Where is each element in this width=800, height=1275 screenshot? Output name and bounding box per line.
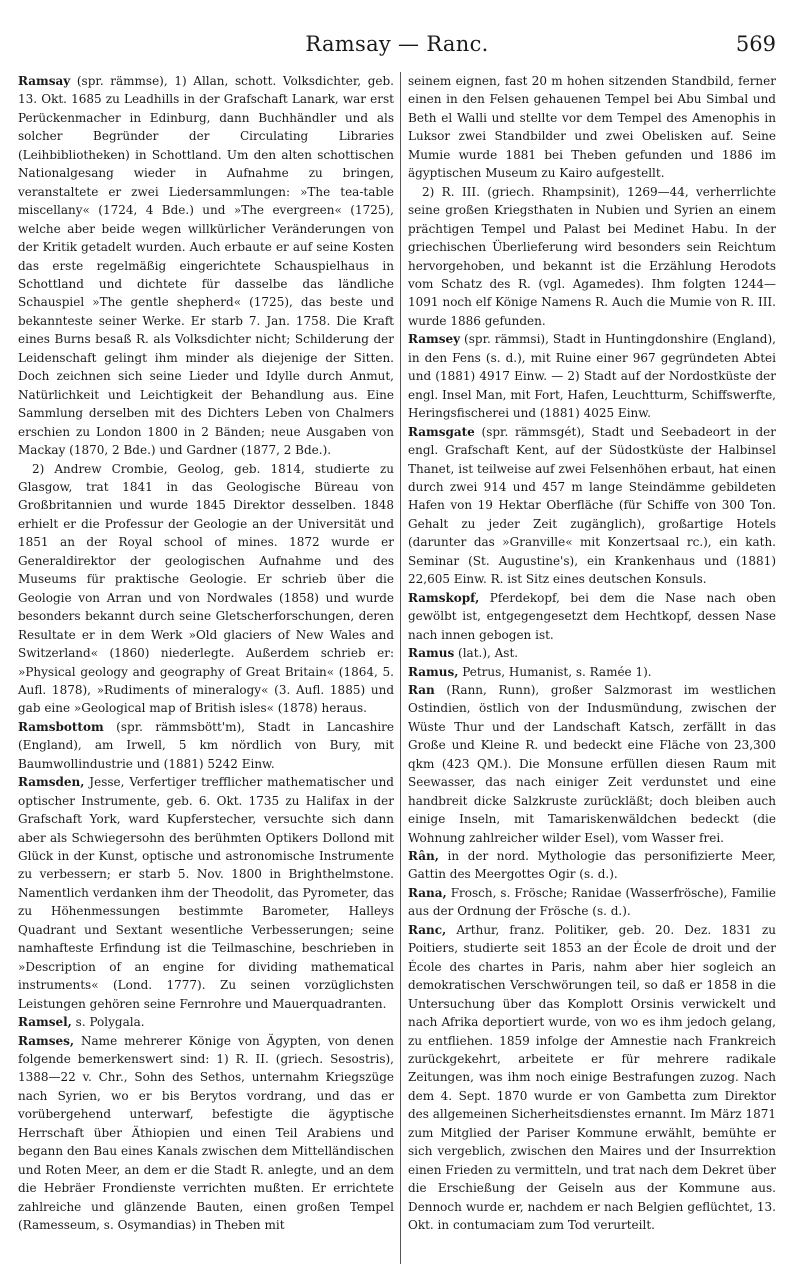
running-title: Ramsay — Ranc. bbox=[305, 32, 489, 56]
dictionary-entry bbox=[408, 330, 776, 422]
dictionary-entry bbox=[18, 773, 394, 1013]
dictionary-entry bbox=[408, 183, 776, 331]
entry-headword: Rân, bbox=[408, 849, 439, 864]
dictionary-entry bbox=[18, 460, 394, 718]
entry-headword: Ramus bbox=[408, 646, 455, 661]
dictionary-entry bbox=[408, 847, 776, 884]
entry-text: Petrus, Humanist, s. Ramée 1). bbox=[458, 664, 652, 679]
entry-headword: Ramsay bbox=[18, 74, 71, 88]
entry-text: (spr. rämmsgét), Stadt und Seebadeort in der engl. Grafschaft Kent, auf der Südostküste der Halbinsel Thanet, ist teilweise auf zwei Felsenhöhen erbaut, hat einen durch zwei 914 und 457 m lange Steindämme gebildeten Hafen von 19 Hektar Oberfläche (für Schiffe von 300 Ton. Gehalt zu jeder Zeit zugänglich), großartige Hotels (darunter das »Granville« mit Konzertsaal rc.), ein kath. Seminar (St. Augustine's), ein Krankenhaus und (1881) 22,605 Einw. R. ist Sitz eines deutschen Konsuls. bbox=[408, 424, 776, 587]
dictionary-entry bbox=[408, 921, 776, 1235]
dictionary-entry bbox=[18, 718, 394, 773]
entry-headword: Ramsgate bbox=[408, 424, 475, 439]
dictionary-entry bbox=[408, 72, 776, 183]
entry-headword: Rana, bbox=[408, 885, 447, 900]
page-header bbox=[18, 30, 776, 62]
dictionary-entry bbox=[18, 1013, 394, 1031]
dictionary-entry bbox=[408, 589, 776, 644]
entry-text: Pferdekopf, bei dem die Nase nach oben gewölbt ist, entgegengesetzt dem Hechtkopf, dessen Nase nach innen gebogen ist. bbox=[408, 590, 776, 642]
entry-text: seinem eignen, fast 20 m hohen sitzenden Standbild, ferner einen in den Felsen gehauenen Tempel bei Abu Simbal und Beth el Walli und stellte vor dem Tempel des Amenophis in Luksor zwei Standbilder und zwei Obelisken auf. Seine Mumie wurde 1881 bei Theben gefunden und 1886 im ägyptischen Museum zu Kairo aufgestellt. bbox=[408, 74, 776, 181]
entry-headword: Ramskopf, bbox=[408, 590, 480, 605]
entry-text: (spr. rämmsbött'm), Stadt in Lancashire (England), am Irwell, 5 km nördlich von Bury, mit Baumwollindustrie und (1881) 5242 Einw. bbox=[18, 719, 394, 771]
dictionary-entry bbox=[18, 72, 394, 460]
entry-headword: Ramses, bbox=[18, 1033, 75, 1048]
dictionary-entry bbox=[408, 884, 776, 921]
entry-text: (spr. rämmse), 1) Allan, schott. Volksdichter, geb. 13. Okt. 1685 zu Leadhills in der Grafschaft Lanark, war erst Perückenmacher in Edinburg, dann Buchhändler und als solcher Begründer der Circulating Libraries (Leihbibliotheken) in Schottland. Um den alten schottischen Nationalgesang wieder in Aufnahme zu bringen, veranstaltete er zwei Liedersammlungen: »The tea-table miscellany« (1724, 4 Bde.) und »The evergreen« (1725), welche aber beide wegen willkürlicher Veränderungen von der Kritik getadelt wurden. Auch erbaute er auf seine Kosten das erste regelmäßig eingerichtete Schauspielhaus in Schottland und dichtete für dasselbe das ländliche Schauspiel »The gentle shepherd« (1725), das beste und bekannteste seiner Werke. Er starb 7. Jan. 1758. Die Kraft eines Burns besaß R. als Volksdichter nicht; Schilderung der Leidenschaft gelingt ihm minder als diejenige der Sitten. Doch zeichnen sich seine Lieder und Idylle durch Anmut, Natürlichkeit und Leichtigkeit der Behandlung aus. Eine Sammlung derselben mit des Dichters Leben von Chalmers erschien zu London 1800 in 2 Bänden; neue Ausgaben von Mackay (1870, 2 Bde.) und Gardner (1877, 2 Bde.). bbox=[18, 74, 394, 458]
left-column bbox=[18, 72, 394, 1235]
entry-headword: Ramsbottom bbox=[18, 719, 104, 734]
entry-headword: Ramsel, bbox=[18, 1015, 72, 1030]
entry-headword: Ran bbox=[408, 682, 435, 697]
column-divider bbox=[400, 72, 401, 1264]
entry-headword: Ramsden, bbox=[18, 775, 85, 790]
entry-text: in der nord. Mythologie das personifizierte Meer, Gattin des Meergottes Ogir (s. d.). bbox=[408, 849, 776, 882]
right-column bbox=[408, 72, 776, 1235]
entry-text: s. Polygala. bbox=[71, 1015, 145, 1030]
entry-text: 2) Andrew Crombie, Geolog, geb. 1814, studierte zu Glasgow, trat 1841 in das Geologische Büreau von Großbritannien und wurde 1845 Direktor desselben. 1848 erhielt er die Professur der Geologie an der Universität und 1851 an der Royal school of mines. 1872 wurde er Generaldirektor der geologischen Aufnahme und des Museums für praktische Geologie. Er schrieb über die Geologie von Arran und von Nordwales (1858) und wurde besonders bekannt durch seine Gletscherforschungen, deren Resultate er in dem Werk »Old glaciers of New Wales and Switzerland« (1860) niederlegte. Außerdem schrieb er: »Physical geology and geography of Great Britain« (1864, 5. Aufl. 1878), »Rudiments of mineralogy« (3. Aufl. 1885) und gab eine »Geological map of British isles« (1878) heraus. bbox=[18, 461, 394, 716]
entry-text: Frosch, s. Frösche; Ranidae (Wasserfrösche), Familie aus der Ordnung der Frösche (s. d.). bbox=[408, 885, 776, 919]
entry-headword: Ramsey bbox=[408, 332, 461, 347]
entry-headword: Ramus, bbox=[408, 664, 459, 679]
dictionary-entry bbox=[408, 644, 776, 662]
entry-text: Name mehrerer Könige von Ägypten, von denen folgende bemerkenswert sind: 1) R. II. (griech. Sesostris), 1388—22 v. Chr., Sohn des Sethos, unternahm Kriegszüge nach Syrien, wo er bis Berytos vordrang, und das er vorübergehend unterwarf, befestigte die ägyptische Herrschaft über Äthiopien und einen Teil Arabiens und begann den Bau eines Kanals zwischen dem Mittelländischen und Roten Meer, an dem er die Stadt R. anlegte, und an dem die Hebräer Frondienste verrichten mußten. Er errichtete zahlreiche und glänzende Bauten, einen großen Tempel (Ramesseum, s. Osymandias) in Theben mit bbox=[18, 1033, 394, 1233]
entry-text: Arthur, franz. Politiker, geb. 20. Dez. 1831 zu Poitiers, studierte seit 1853 an der École de droit und der École des chartes in Paris, nahm aber hier sogleich an demokratischen Verschwörungen teil, so daß er 1858 in die Untersuchung über das Komplott Orsinis verwickelt und nach Afrika deportiert wurde, von wo es ihm jedoch gelang, zu entfliehen. 1859 infolge der Amnestie nach Frankreich zurückgekehrt, arbeitete er für mehrere radikale Zeitungen, was ihm noch einige Bestrafungen zuzog. Nach dem 4. Sept. 1870 wurde er von Gambetta zum Direktor des allgemeinen Sicherheitsdienstes ernannt. Im März 1871 zum Mitglied der Pariser Kommune erwählt, bemühte er sich vergeblich, zwischen den Maires und der Insurrektion einen Frieden zu vermitteln, und trat nach dem Dekret über die Erschießung der Geiseln aus der Kommune aus. Dennoch wurde er, nachdem er nach Belgien geflüchtet, 13. Okt. in contumaciam zum Tod verurteilt. bbox=[408, 922, 776, 1233]
dictionary-entry bbox=[408, 423, 776, 589]
entry-text: (spr. rämmsi), Stadt in Huntingdonshire (England), in den Fens (s. d.), mit Ruine einer 967 gegründeten Abtei und (1881) 4917 Einw. — 2) Stadt auf der Nordostküste der engl. Insel Man, mit Fort, Hafen, Leuchtturm, Schiffswerfte, Heringsfischerei und (1881) 4025 Einw. bbox=[408, 332, 776, 421]
page-number: 569 bbox=[735, 32, 776, 56]
entry-text: (Rann, Runn), großer Salzmorast im westlichen Ostindien, östlich von der Indusmündung, zwischen der Wüste Thur und der Landschaft Katsch, zerfällt in das Große und Kleine R. und bedeckt eine Fläche von 23,300 qkm (423 QM.). Die Monsune erfüllen diesen Raum mit Seewasser, das nach einiger Zeit verdunstet und eine handbreit dicke Salzkruste zurückläßt; doch bleiben auch einige Inseln, mit Tamariskenwäldchen bedeckt (die Wohnung zahlreicher wilder Esel), vom Wasser frei. bbox=[408, 682, 776, 845]
entry-text: Jesse, Verfertiger trefflicher mathematischer und optischer Instrumente, geb. 6. Okt. 1735 zu Halifax in der Grafschaft York, ward Kupferstecher, versuchte sich dann aber als Schwiegersohn des berühmten Optikers Dollond mit Glück in der Kunst, optische und astronomische Instrumente zu verbessern; er starb 5. Nov. 1800 in Brighthelmstone. Namentlich verdanken ihm der Theodolit, das Pyrometer, das zu Höhenmessungen bestimmte Barometer, Halleys Quadrant und Sextant wesentliche Verbesserungen; seine namhafteste Erfindung ist die Teilmaschine, beschrieben in »Description of an engine for dividing mathematical instruments« (Lond. 1777). Zu seinen vorzüglichsten Leistungen gehören seine Fernrohre und Mauerquadranten. bbox=[18, 775, 394, 1011]
entry-text: (lat.), Ast. bbox=[454, 646, 519, 661]
entry-headword: Ranc, bbox=[408, 922, 447, 937]
dictionary-entry bbox=[408, 663, 776, 681]
dictionary-entry bbox=[408, 681, 776, 847]
entry-text: 2) R. III. (griech. Rhampsinit), 1269—44, verherrlichte seine großen Kriegsthaten in Nubien und Syrien an einem prächtigen Tempel und Palast bei Medinet Habu. In der griechischen Überlieferung wird besonders sein Reichtum hervorgehoben, und bekannt ist die Erzählung Herodots vom Schatz des R. (vgl. Agamedes). Ihm folgten 1244—1091 noch elf Könige Namens R. Auch die Mumie von R. III. wurde 1886 gefunden. bbox=[408, 184, 776, 328]
dictionary-entry bbox=[18, 1032, 394, 1235]
